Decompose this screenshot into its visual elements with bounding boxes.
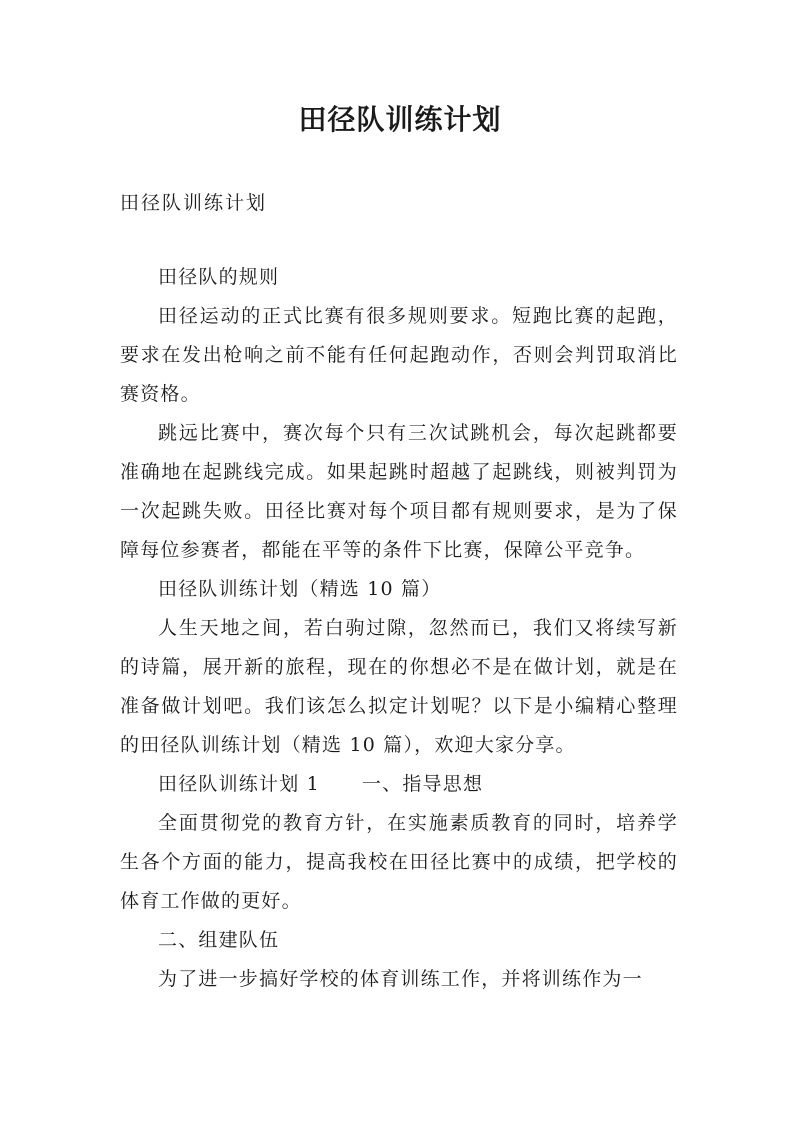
paragraph-team-building-heading: 二、组建队伍 bbox=[158, 929, 280, 951]
paragraph-plan-collection-heading: 田径队训练计划（精选 10 篇） bbox=[158, 578, 442, 600]
document-title: 田径队训练计划 bbox=[298, 103, 502, 136]
paragraph-intro: 人生天地之间，若白驹过隙，忽然而已，我们又将续写新的诗篇，展开新的旅程，现在的你想必不是在做计划，就是在准备做计划吧。我们该怎么拟定计划呢？以下是小编精心整理的田径队训练计划（精选 10 篇），欢迎大家分享。 bbox=[120, 617, 678, 756]
paragraph-sprint-rules: 田径运动的正式比赛有很多规则要求。短跑比赛的起跑，要求在发出枪响之前不能有任何起跑动作，否则会判罚取消比赛资格。 bbox=[120, 305, 678, 405]
section1-heading: 一、指导思想 bbox=[361, 773, 484, 795]
paragraph-rules-heading: 田径队的规则 bbox=[158, 266, 280, 288]
paragraph-team-building: 为了进一步搞好学校的体育训练工作，并将训练作为一 bbox=[158, 968, 643, 990]
paragraph-plan1-heading bbox=[120, 765, 678, 804]
paragraph-guiding-ideas: 全面贯彻党的教育方针，在实施素质教育的同时，培养学生各个方面的能力，提高我校在田径比赛中的成绩，把学校的体育工作做的更好。 bbox=[120, 812, 678, 912]
paragraph-long-jump-rules: 跳远比赛中，赛次每个只有三次试跳机会，每次起跳都要准确地在起跳线完成。如果起跳时超越了起跳线，则被判罚为一次起跳失败。田径比赛对每个项目都有规则要求，是为了保障每位参赛者，都能在平等的条件下比赛，保障公平竞争。 bbox=[120, 422, 678, 561]
document-body bbox=[120, 258, 678, 999]
document-subtitle: 田径队训练计划 bbox=[120, 192, 268, 214]
plan1-label: 田径队训练计划 1 bbox=[158, 773, 320, 795]
